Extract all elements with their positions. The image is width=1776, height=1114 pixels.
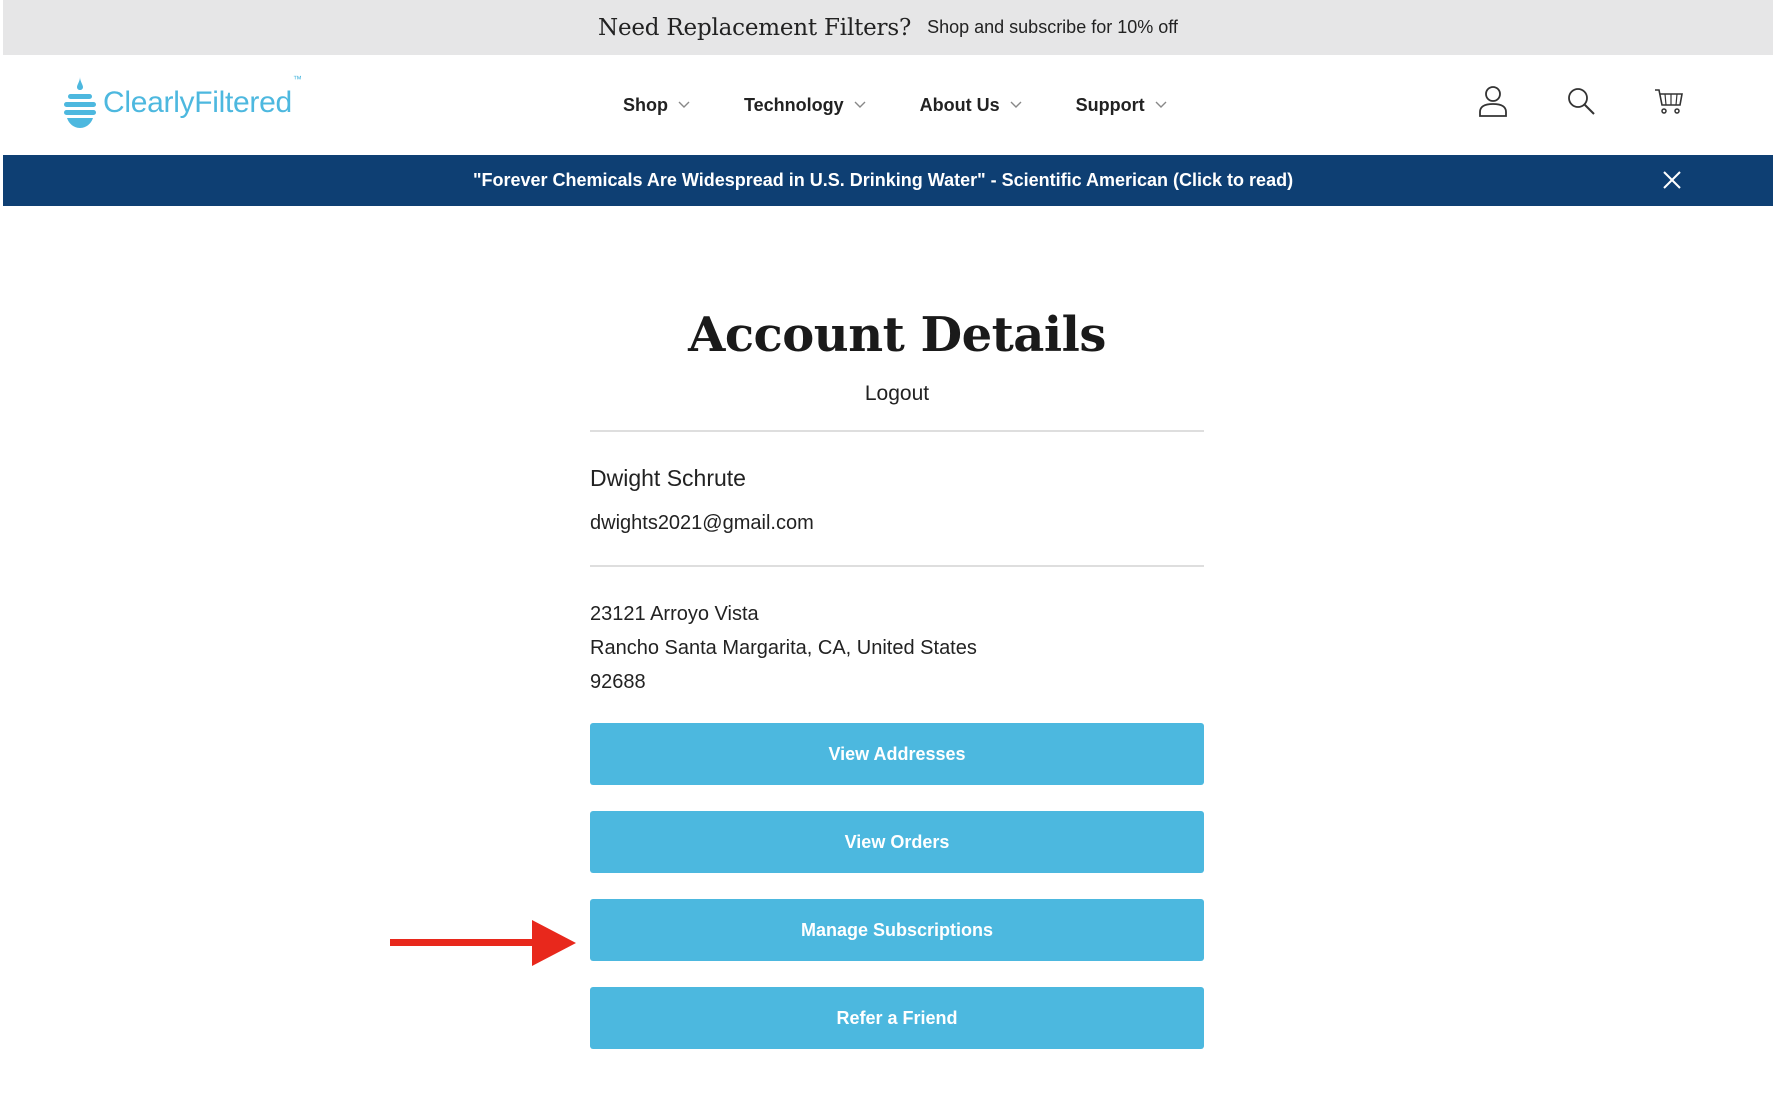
nav-item-shop[interactable] — [623, 95, 690, 116]
brand-logo[interactable] — [63, 74, 302, 129]
nav-item-label: Technology — [744, 94, 844, 115]
chevron-down-icon — [1155, 101, 1167, 109]
address-line-2: Rancho Santa Margarita, CA, United States — [590, 637, 977, 659]
site-header — [3, 55, 1773, 155]
search-icon[interactable] — [1565, 85, 1597, 117]
chevron-down-icon — [1010, 101, 1022, 109]
red-arrow-annotation-icon — [390, 918, 580, 968]
promo-link[interactable]: Shop and subscribe for 10% off — [927, 17, 1178, 37]
user-email: dwights2021@gmail.com — [590, 512, 814, 534]
logout-link[interactable]: Logout — [864, 382, 930, 405]
account-icon[interactable] — [1477, 85, 1509, 117]
announcement-link[interactable]: "Forever Chemicals Are Widespread in U.S. Drinking Water" - Scientific American (Click to read) — [472, 170, 1294, 190]
nav-item-about-us[interactable] — [920, 95, 1022, 116]
nav-item-support[interactable] — [1076, 95, 1167, 116]
page-title: Account Details — [688, 307, 1106, 363]
brand-name: ClearlyFiltered™ — [103, 74, 302, 119]
promo-title: Need Replacement Filters? — [598, 14, 912, 41]
default-address — [590, 597, 1204, 699]
divider — [590, 430, 1204, 432]
refer-a-friend-button[interactable]: Refer a Friend — [590, 987, 1204, 1049]
address-line-1: 23121 Arroyo Vista — [590, 603, 759, 625]
close-icon[interactable] — [1661, 169, 1683, 191]
header-icons — [1477, 85, 1685, 117]
nav-item-label: Support — [1075, 94, 1145, 115]
account-section — [590, 300, 1204, 1049]
nav-item-technology[interactable] — [744, 95, 866, 116]
cart-icon[interactable] — [1653, 85, 1685, 117]
user-name: Dwight Schrute — [590, 465, 746, 491]
chevron-down-icon — [678, 101, 690, 109]
nav-item-label: Shop — [623, 94, 668, 115]
view-addresses-button[interactable]: View Addresses — [590, 723, 1204, 785]
nav-item-label: About Us — [919, 94, 1000, 115]
main-nav — [623, 55, 1167, 155]
divider — [590, 565, 1204, 567]
water-drop-logo-icon — [63, 77, 97, 129]
announcement-bar — [3, 155, 1773, 206]
promo-bar — [3, 0, 1773, 55]
address-line-3: 92688 — [590, 671, 646, 693]
chevron-down-icon — [854, 101, 866, 109]
view-orders-button[interactable]: View Orders — [590, 811, 1204, 873]
manage-subscriptions-button[interactable]: Manage Subscriptions — [590, 899, 1204, 961]
